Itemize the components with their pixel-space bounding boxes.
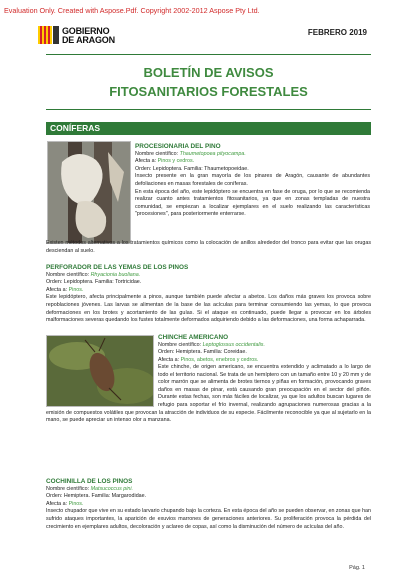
watermark: Evaluation Only. Created with Aspose.Pdf. Copyright 2002-2012 Aspose Pty Ltd. bbox=[4, 6, 260, 15]
title-line-1: BOLETÍN DE AVISOS bbox=[143, 65, 274, 80]
section-title: CONÍFERAS bbox=[50, 123, 101, 133]
header-rule-bottom bbox=[46, 109, 371, 110]
cochinilla-affects: Afecta a: Pinos. bbox=[46, 500, 84, 507]
chinche-order: Orden: Hemiptera. Familia: Coreidae. bbox=[158, 349, 247, 356]
header-rule-top bbox=[46, 54, 371, 55]
chinche-affects: Afecta a: Pinos, abetos, enebros y cedros. bbox=[158, 356, 259, 363]
cochinilla-block bbox=[46, 478, 371, 531]
perforador-block bbox=[46, 264, 371, 325]
procesionaria-sci: Nombre científico: Thaumetopoea pityocampa. bbox=[135, 150, 246, 157]
chinche-p1: Este chinche, de origen americano, se encuentra extendido y aclimatado a lo largo de todo el territorio nacional. Se trata de un hemíptero con un tamaño entre 10 y 20 mm y de color marrón que se alimenta de brotes tiernos y piñas en formación, provocando graves daños en masas de pinar, está causando gran preocupación en el sector del piñón. Durante estas fechas, son más fáciles de localizar, ya que los adultos buscan lugares de refugio para soportar el frío invernal, realizando agrupaciones numerosas gracias a la emisión de compuestos volátiles que provocan la atracción de individuos de su especie. Fácilmente reconocible ya que al sujetarlo en la mano, se puede apreciar un intenso olor a manzana. bbox=[46, 364, 371, 424]
section-band bbox=[46, 122, 371, 135]
cochinilla-order: Orden: Hemiptera. Familia: Margarodidae. bbox=[46, 493, 147, 500]
logo-line-1: GOBIERNO bbox=[62, 26, 110, 36]
procesionaria-heading: PROCESIONARIA DEL PINO bbox=[135, 143, 221, 150]
title-line-2: FITOSANITARIOS FORESTALES bbox=[109, 84, 308, 99]
procesionaria-p3: Existen métodos alternativos a los tratamientos químicos como la colocación de anillos alrededor del tronco para evitar que las orugas desciendan al suelo. bbox=[46, 240, 371, 254]
cochinilla-sci: Nombre científico: Matsucoccus pini. bbox=[46, 485, 134, 492]
perforador-p1: Este lepidóptero, afecta principalmente a pinos, aunque también puede afectar a abetos. Los daños más graves los provoca sobre repoblaciones jóvenes. Las larvas se alimentan de la base de las acículas para terminar consumiendo las yemas, lo que provoca deformaciones en los brotes y acortamiento de las guías. Si el ataque es continuado, puede llegar a provocar en los árboles malformaciones severas quedando los fustes totalmente deformados adquiriendo debido a las deformaciones, una forma achaparrada. bbox=[46, 294, 371, 324]
chinche-heading: CHINCHE AMERICANO bbox=[158, 334, 229, 341]
perforador-sci: Nombre científico: Rhyacionia buoliana. bbox=[46, 271, 141, 278]
perforador-affects: Afecta a: Pinos. bbox=[46, 286, 84, 293]
chinche-sci: Nombre científico: Leptoglossus occidentalis. bbox=[158, 341, 265, 348]
cochinilla-p1: Insecto chupador que vive en su estado larvario chupando bajo la corteza. En esta época del año se pueden observar, en zonas que han sufrido ataques importantes, la aparición de exuvios marrones de generaciones anteriores. Su proliferación provoca la pérdida del crecimiento en ejemplares adultos, decoloración y aclareo de copas, así como la disminución del número de acículas del año. bbox=[46, 508, 371, 530]
chinche-text bbox=[46, 364, 371, 425]
chinche-block bbox=[158, 334, 370, 364]
perforador-heading: PERFORADOR DE LAS YEMAS DE LOS PINOS bbox=[46, 264, 189, 271]
procesionaria-block bbox=[135, 143, 370, 219]
aragon-flag-icon bbox=[38, 26, 52, 44]
procesionaria-affects: Afecta a: Pinos y cedros. bbox=[135, 158, 195, 165]
perforador-order: Orden: Lepidoptera. Familia: Tortricidae. bbox=[46, 279, 142, 286]
crest-icon bbox=[53, 26, 59, 44]
procesionaria-order: Orden: Lepidoptera. Familia: Thaumetopoeidae. bbox=[135, 165, 249, 172]
logo-line-2: DE ARAGON bbox=[62, 35, 115, 45]
page-number: Pág. 1 bbox=[349, 565, 365, 571]
gobierno-aragon-logo bbox=[38, 24, 128, 46]
procesionaria-photo bbox=[47, 141, 131, 244]
procesionaria-p1: Insecto presente en la gran mayoría de los pinares de Aragón, causante de abundantes defoliaciones en masas forestales de coníferas. bbox=[135, 173, 370, 187]
bulletin-date: FEBRERO 2019 bbox=[307, 28, 367, 37]
procesionaria-p2: En esta época del año, este lepidóptero se encuentra en fase de oruga, por lo que se recomienda realizar cuanto antes tratamientos fitosanitarios, ya que en zonas templadas de nuestra comunidad, se empiezan a localizar ejemplares en el suelo realizando las características "procesiones", para posteriormente enterrarse. bbox=[135, 188, 370, 218]
cochinilla-heading: COCHINILLA DE LOS PINOS bbox=[46, 478, 133, 485]
